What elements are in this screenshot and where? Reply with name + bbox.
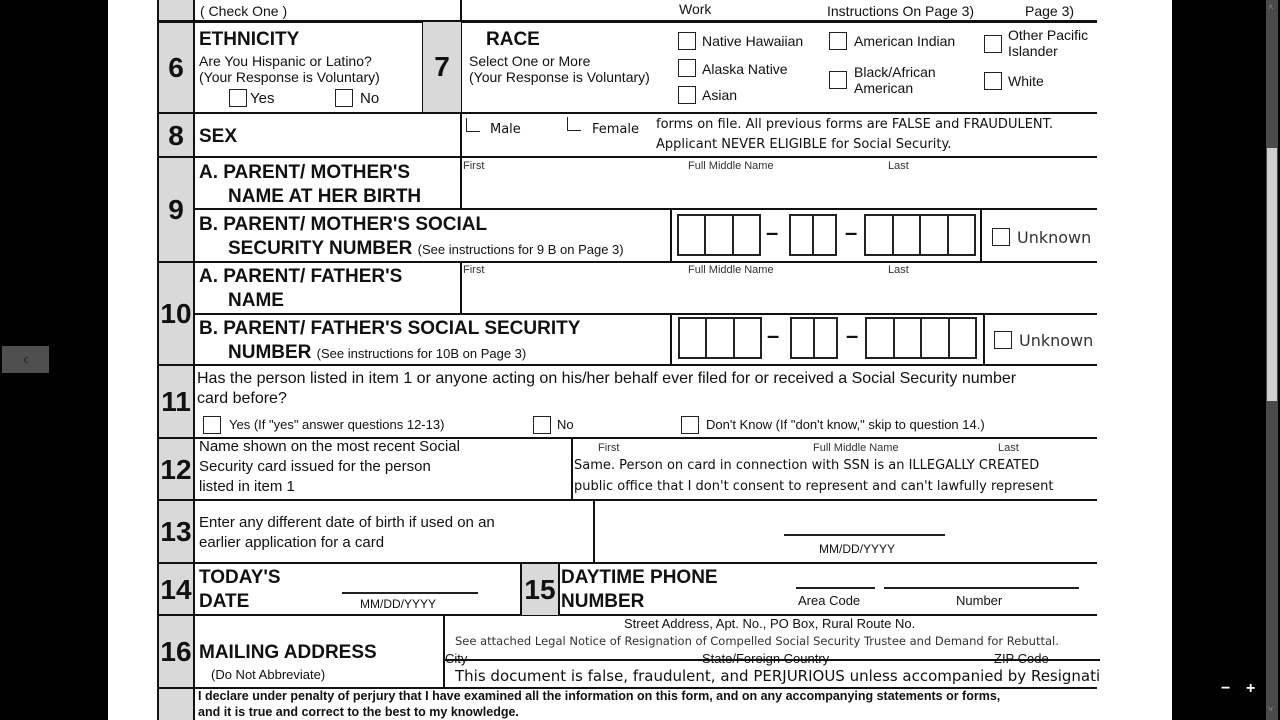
race-native-hawaiian-checkbox[interactable] <box>678 32 696 50</box>
item-6-number: 6 <box>157 21 195 114</box>
sex-note-line1: forms on file. All previous forms are FALSE and FRAUDULENT. <box>656 117 1054 132</box>
father-name-field[interactable] <box>463 278 1093 310</box>
race-alaska-native-label: Alaska Native <box>702 61 788 77</box>
race-subtitle: Select One or More <box>469 53 591 69</box>
item-16-number: 16 <box>157 615 195 689</box>
father-ssn-group-boxes[interactable] <box>790 317 838 359</box>
mother-first-label: First <box>463 160 485 172</box>
race-other-pacific-islander-checkbox[interactable] <box>984 35 1002 53</box>
ethnicity-voluntary: (Your Response is Voluntary) <box>199 69 380 85</box>
sex-note-line2: Applicant NEVER ELIGIBLE for Social Security. <box>656 137 952 152</box>
race-black-african-american-checkbox[interactable] <box>829 71 847 89</box>
phone-area-code-label: Area Code <box>798 593 861 608</box>
prior-card-no-label: No <box>557 417 574 432</box>
race-asian-label: Asian <box>702 87 738 103</box>
prior-name-label-2: Security card issued for the person <box>199 458 431 475</box>
city-label: City <box>445 651 468 666</box>
father-ssn-label-1: B. PARENT/ FATHER'S SOCIAL SECURITY <box>199 318 581 339</box>
race-american-indian-checkbox[interactable] <box>829 32 847 50</box>
sex-male-checkbox[interactable] <box>466 118 480 132</box>
sex-title: SEX <box>199 126 238 147</box>
other-dob-format: MM/DD/YYYY <box>819 542 896 556</box>
item-11-number: 11 <box>157 365 195 439</box>
option-page3-label: Page 3) <box>1025 3 1075 19</box>
race-alaska-native-checkbox[interactable] <box>678 59 696 77</box>
item-10-number: 10 <box>157 262 195 366</box>
zoom-in-button[interactable]: + <box>1246 680 1256 697</box>
document-page: 6 8 9 10 11 12 13 14 16 ( Check One ) Work Instructions On Page 3) Page 3) ETHNICITY Are You Hispanic or Latino? (Your Response is Voluntary) Yes No 7 RACE Select One or More (Your Response is Voluntary) Native Hawaiian Alaska Native Asian American Indian Black/African American Other Pacific Islander White SEX Male Female forms on file. All previous forms are FALSE and FRAUDULENT. Applicant NEVER ELIGIBLE for Social Security. A. PARENT/ MOTHER'S NAME AT HER BIRTH First Full Middle Name Last B. PARENT/ MOTHER'S SOCIAL SECURITY NUMBER (See instructions for 9 B on Page 3) – – Unknown A. PARENT/ FATHER'S NAME First Full Middle Name Last B. PARENT/ FATHER'S SOCIAL SECURITY NUMBER (See instructions for 10B on Page 3) – – Unknown Has the person listed in item 1 or anyone acting on his/her behalf ever filed for or received a Social Security number card before? Yes (If "yes" answer questions 12-13) No Don't Know (If "don't know," skip to question 14.) Name shown on the most recent Social Security card issued for the person listed in item 1 First Full Middle Name Last Same. Person on card in connection with SSN is an ILLEGALLY CREATED public office that I don't consent to represent and can't lawfully represent Enter any different date of birth if used on an earlier application for a card MM/DD/YYYY TODAY'S DATE MM/DD/YYYY 15 DAYTIME PHONE NUMBER Area Code Number MAILING ADDRESS (Do Not Abbreviate) Street Address, Apt. No., PO Box, Rural Route No. See attached Legal Notice of Resignation of Compelled Social Security Trustee and Demand for Rebuttal. City State/Foreign Country ZIP Code This document is false, fraudulent, and PERJURIOUS unless accompanied by Resignati I declare under penalty of perjury that I have examined all the information on this form, and on any accompanying statements or forms, and it is true and correct to the best to my knowledge. <box>108 0 1172 720</box>
todays-date-label-1: TODAY'S <box>199 567 281 588</box>
item-15-number: 15 <box>520 564 560 615</box>
item-9-number: 9 <box>157 157 195 263</box>
mother-ssn-label-2: SECURITY NUMBER (See instructions for 9 B on Page 3) <box>228 238 624 259</box>
father-name-label-1: A. PARENT/ FATHER'S <box>199 266 403 287</box>
street-address-label: Street Address, Apt. No., PO Box, Rural Route No. <box>624 616 916 631</box>
father-name-label-2: NAME <box>228 290 284 311</box>
declaration-line-2: and it is true and correct to the best to my knowledge. <box>198 705 519 719</box>
mother-name-label-2: NAME AT HER BIRTH <box>228 186 422 207</box>
mother-ssn-group-boxes[interactable] <box>789 214 837 256</box>
race-voluntary: (Your Response is Voluntary) <box>469 69 650 85</box>
declaration-number-cell <box>157 688 195 720</box>
mailing-address-title: MAILING ADDRESS <box>199 642 377 663</box>
zoom-out-button[interactable]: − <box>1221 680 1231 697</box>
prior-card-dont-know-checkbox[interactable] <box>681 416 699 434</box>
street-address-value[interactable]: See attached Legal Notice of Resignation of Compelled Social Security Trustee and Demand for Rebuttal. <box>455 634 1059 648</box>
phone-number-field[interactable] <box>884 587 1079 589</box>
father-ssn-unknown-label: Unknown <box>1019 331 1094 350</box>
prior-card-yes-checkbox[interactable] <box>203 416 221 434</box>
mother-name-label-1: A. PARENT/ MOTHER'S <box>199 162 411 183</box>
declaration-line-1: I declare under penalty of perjury that I have examined all the information on this form, and on any accompanying statements or forms, <box>198 689 1001 703</box>
item-13-number: 13 <box>157 500 195 564</box>
ethnicity-yes-label: Yes <box>250 90 275 107</box>
ethnicity-yes-checkbox[interactable] <box>229 89 247 107</box>
prior-card-question-1: Has the person listed in item 1 or anyone acting on his/her behalf ever filed for or received a Social Security number <box>197 370 1017 387</box>
race-other-pacific-islander-label: Other Pacific Islander <box>1008 27 1089 59</box>
race-asian-checkbox[interactable] <box>678 86 696 104</box>
phone-area-code-field[interactable] <box>796 587 875 589</box>
item-5-number <box>157 0 195 22</box>
race-white-checkbox[interactable] <box>984 72 1002 90</box>
mother-ssn-area-boxes[interactable] <box>677 214 761 256</box>
father-ssn-label-2: NUMBER (See instructions for 10B on Page 3) <box>228 342 527 363</box>
mother-ssn-unknown-label: Unknown <box>1017 228 1092 247</box>
item-12-number: 12 <box>157 438 195 501</box>
race-black-african-american-label: Black/African American <box>854 64 936 96</box>
father-ssn-unknown-checkbox[interactable] <box>994 331 1012 349</box>
prior-name-label-1: Name shown on the most recent Social <box>199 438 460 455</box>
father-ssn-area-boxes[interactable] <box>678 317 762 359</box>
race-native-hawaiian-label: Native Hawaiian <box>702 33 804 49</box>
prior-first-label: First <box>598 442 620 454</box>
prior-name-value-1[interactable]: Same. Person on card in connection with SSN is an ILLEGALLY CREATED <box>574 458 1040 473</box>
ethnicity-no-label: No <box>360 90 380 107</box>
previous-page-button[interactable]: ‹ <box>2 346 49 373</box>
item-7-number: 7 <box>423 22 461 112</box>
mother-ssn-unknown-checkbox[interactable] <box>992 228 1010 246</box>
todays-date-format: MM/DD/YYYY <box>360 597 437 611</box>
prior-last-label: Last <box>998 442 1019 454</box>
ethnicity-question: Are You Hispanic or Latino? <box>199 53 372 69</box>
prior-card-question-2: card before? <box>197 390 287 407</box>
scroll-up-icon[interactable]: ˄ <box>1268 2 1274 12</box>
option-work-label: Work <box>679 1 712 17</box>
sex-female-label: Female <box>592 122 640 137</box>
todays-date-label-2: DATE <box>199 591 250 612</box>
father-middle-label: Full Middle Name <box>688 264 774 276</box>
city-value[interactable]: This document is false, fraudulent, and PERJURIOUS unless accompanied by Resignati <box>455 667 1101 685</box>
item-8-number: 8 <box>157 113 195 158</box>
prior-card-yes-label: Yes (If "yes" answer questions 12-13) <box>229 417 445 432</box>
option-instructions-label: Instructions On Page 3) <box>827 3 975 19</box>
state-country-label: State/Foreign Country <box>702 651 830 666</box>
scroll-down-icon[interactable]: ˅ <box>1268 704 1274 714</box>
mother-ssn-label-1: B. PARENT/ MOTHER'S SOCIAL <box>199 214 488 235</box>
mother-ssn-serial-boxes[interactable] <box>864 214 976 256</box>
prior-name-label-3: listed in item 1 <box>199 478 295 495</box>
mother-last-label: Last <box>888 160 909 172</box>
sex-male-label: Male <box>490 122 521 137</box>
other-dob-label-2: earlier application for a card <box>199 534 385 551</box>
zip-code-label: ZIP Code <box>994 651 1049 666</box>
ethnicity-title: ETHNICITY <box>199 29 300 50</box>
phone-label-2: NUMBER <box>561 591 645 612</box>
mother-name-field[interactable] <box>463 174 1093 206</box>
sex-female-checkbox[interactable] <box>567 117 581 131</box>
race-white-label: White <box>1008 73 1044 89</box>
phone-number-label: Number <box>956 593 1003 608</box>
todays-date-field[interactable] <box>342 592 478 594</box>
father-first-label: First <box>463 264 485 276</box>
prior-card-dont-know-label: Don't Know (If "don't know," skip to question 14.) <box>706 417 985 432</box>
other-dob-label-1: Enter any different date of birth if used on an <box>199 514 495 531</box>
race-title: RACE <box>486 29 540 50</box>
mother-middle-label: Full Middle Name <box>688 160 774 172</box>
check-one-label: ( Check One ) <box>200 3 288 19</box>
prior-card-no-checkbox[interactable] <box>533 416 551 434</box>
father-ssn-serial-boxes[interactable] <box>865 317 977 359</box>
race-american-indian-label: American Indian <box>854 33 956 49</box>
item-14-number: 14 <box>157 563 195 616</box>
scrollbar-thumb[interactable] <box>1267 148 1277 401</box>
other-dob-field[interactable] <box>784 534 945 536</box>
ethnicity-no-checkbox[interactable] <box>335 89 353 107</box>
father-last-label: Last <box>888 264 909 276</box>
prior-name-value-2[interactable]: public office that I don't consent to represent and can't lawfully represent <box>574 479 1054 494</box>
phone-label-1: DAYTIME PHONE <box>561 567 718 588</box>
mailing-address-subtitle: (Do Not Abbreviate) <box>211 667 326 682</box>
prior-middle-label: Full Middle Name <box>813 442 899 454</box>
